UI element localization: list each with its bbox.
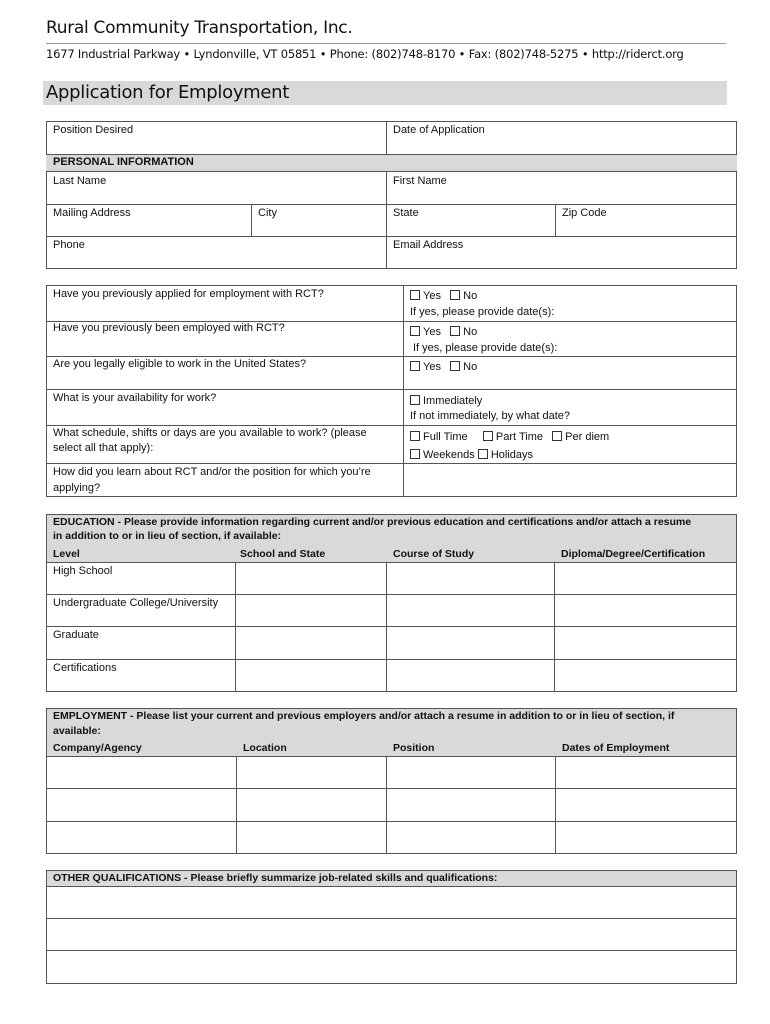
qualifications-line[interactable] (50, 954, 737, 980)
per-diem-label: Per diem (565, 431, 610, 443)
education-field[interactable] (557, 663, 737, 689)
education-col-diploma: Diploma/Degree/Certification (561, 548, 706, 560)
last-name-label: Last Name (53, 175, 107, 187)
yes-checkbox[interactable] (410, 361, 420, 371)
state-label: State (393, 207, 419, 219)
education-field[interactable] (389, 598, 554, 624)
weekends-label: Weekends (423, 449, 475, 461)
email-label: Email Address (393, 239, 464, 251)
question-how-learned-line2: applying? (53, 482, 101, 494)
education-col-level: Level (53, 548, 80, 560)
zip-code-field[interactable] (560, 221, 734, 237)
education-heading-line1: EDUCATION - Please provide information regarding current and/or previous education and certifications and/or attach a resume (53, 516, 692, 528)
date-of-application-label: Date of Application (393, 124, 485, 136)
yes-checkbox[interactable] (410, 326, 420, 336)
mailing-address-label: Mailing Address (53, 207, 131, 219)
eligible-options (410, 361, 477, 373)
part-time-label: Part Time (495, 431, 543, 443)
no-checkbox[interactable] (450, 326, 460, 336)
state-field[interactable] (390, 221, 554, 237)
employment-col-position: Position (393, 742, 435, 754)
education-field[interactable] (238, 566, 386, 592)
applied-dates-label: If yes, please provide date(s): (410, 306, 555, 318)
organization-address: 1677 Industrial Parkway • Lyndonville, VT 05851 • Phone: (802)748-8170 • Fax: (802)748-5275 • http://riderct.org (46, 47, 684, 61)
question-schedule-line1: What schedule, shifts or days are you available to work? (please (53, 427, 367, 439)
no-label: No (463, 326, 478, 338)
divider (46, 594, 737, 595)
per-diem-checkbox[interactable] (552, 431, 562, 441)
employment-field[interactable] (50, 792, 236, 818)
employment-field[interactable] (240, 760, 386, 786)
other-qualifications-heading: OTHER QUALIFICATIONS - Please briefly summarize job-related skills and qualifications: (53, 872, 498, 884)
yes-label: Yes (423, 326, 441, 338)
divider (555, 756, 556, 854)
divider (46, 236, 737, 237)
employment-col-dates: Dates of Employment (562, 742, 670, 754)
employment-heading-line1: EMPLOYMENT - Please list your current and previous employers and/or attach a resume in addition to or in lieu of section, if (53, 710, 675, 722)
education-field[interactable] (557, 630, 737, 656)
education-field[interactable] (238, 663, 386, 689)
divider (403, 285, 404, 497)
immediately-checkbox[interactable] (410, 395, 420, 405)
education-field[interactable] (389, 630, 554, 656)
divider (46, 171, 737, 172)
first-name-label: First Name (393, 175, 447, 187)
divider (386, 171, 387, 269)
employment-field[interactable] (559, 825, 737, 851)
zip-code-label: Zip Code (562, 207, 607, 219)
qualifications-line[interactable] (50, 922, 737, 948)
no-label: No (463, 361, 478, 373)
divider (386, 756, 387, 854)
divider (46, 356, 737, 357)
page-title: Application for Employment (46, 82, 290, 103)
divider (46, 562, 737, 563)
employment-field[interactable] (390, 792, 555, 818)
full-time-checkbox[interactable] (410, 431, 420, 441)
divider (46, 626, 737, 627)
immediately-option (410, 395, 482, 407)
education-col-school: School and State (240, 548, 326, 560)
how-learned-field[interactable] (408, 470, 734, 492)
city-field[interactable] (256, 221, 385, 237)
not-immediately-label: If not immediately, by what date? (410, 410, 570, 422)
question-availability: What is your availability for work? (53, 392, 217, 404)
position-desired-label: Position Desired (53, 124, 134, 136)
divider (46, 886, 737, 887)
divider (46, 154, 737, 155)
divider (251, 204, 252, 237)
phone-label: Phone (53, 239, 85, 251)
question-eligible: Are you legally eligible to work in the United States? (53, 358, 307, 370)
employment-field[interactable] (240, 825, 386, 851)
education-field[interactable] (557, 566, 737, 592)
employment-field[interactable] (390, 760, 555, 786)
question-employed-before: Have you previously been employed with RCT? (53, 322, 285, 334)
employment-field[interactable] (240, 792, 386, 818)
employment-col-location: Location (243, 742, 287, 754)
divider (555, 204, 556, 237)
weekends-checkbox[interactable] (410, 449, 420, 459)
full-time-label: Full Time (423, 431, 468, 443)
education-row-high-school: High School (53, 565, 113, 577)
divider (386, 562, 387, 692)
holidays-label: Holidays (490, 449, 534, 461)
divider (554, 562, 555, 692)
employment-field[interactable] (50, 760, 236, 786)
divider (386, 121, 387, 154)
immediately-label: Immediately (423, 395, 483, 407)
header-divider (46, 43, 726, 44)
education-field[interactable] (389, 566, 554, 592)
part-time-checkbox[interactable] (483, 431, 493, 441)
mailing-address-field[interactable] (50, 221, 249, 237)
education-row-undergraduate: Undergraduate College/University (53, 597, 219, 609)
no-label: No (463, 290, 478, 302)
education-field[interactable] (238, 630, 386, 656)
employment-field[interactable] (559, 760, 737, 786)
question-how-learned-line1: How did you learn about RCT and/or the position for which you’re (53, 466, 371, 478)
divider (46, 463, 737, 464)
yes-checkbox[interactable] (410, 290, 420, 300)
no-checkbox[interactable] (450, 361, 460, 371)
education-field[interactable] (557, 598, 737, 624)
qualifications-line[interactable] (50, 890, 737, 916)
employment-col-company: Company/Agency (53, 742, 142, 754)
position-desired-field[interactable] (50, 138, 384, 154)
education-heading-line2: in addition to or in lieu of section, if available: (53, 530, 282, 542)
employed-before-options (410, 326, 477, 338)
phone-field[interactable] (50, 253, 384, 269)
education-row-certifications: Certifications (53, 662, 117, 674)
yes-label: Yes (423, 290, 441, 302)
divider (235, 562, 236, 692)
employed-dates-label: If yes, please provide date(s): (413, 342, 558, 354)
date-of-application-field[interactable] (390, 138, 734, 154)
organization-name: Rural Community Transportation, Inc. (46, 18, 353, 38)
email-field[interactable] (390, 253, 734, 269)
city-label: City (258, 207, 277, 219)
education-col-course: Course of Study (393, 548, 475, 560)
employment-heading-line2: available: (53, 725, 101, 737)
divider (46, 204, 737, 205)
divider (46, 659, 737, 660)
divider (46, 821, 737, 822)
holidays-checkbox[interactable] (478, 449, 488, 459)
employment-field[interactable] (390, 825, 555, 851)
schedule-options-row2 (410, 449, 533, 461)
schedule-options-row1 (410, 431, 609, 443)
yes-label: Yes (423, 361, 441, 373)
divider (46, 918, 737, 919)
divider (46, 425, 737, 426)
employment-field[interactable] (559, 792, 737, 818)
divider (46, 389, 737, 390)
education-field[interactable] (389, 663, 554, 689)
divider (236, 756, 237, 854)
divider (46, 788, 737, 789)
employment-field[interactable] (50, 825, 236, 851)
last-name-field[interactable] (50, 189, 384, 205)
question-schedule-line2: select all that apply): (53, 442, 154, 454)
applied-before-options (410, 290, 477, 302)
personal-heading: PERSONAL INFORMATION (53, 156, 194, 168)
no-checkbox[interactable] (450, 290, 460, 300)
divider (46, 950, 737, 951)
education-row-graduate: Graduate (53, 629, 99, 641)
divider (46, 756, 737, 757)
first-name-field[interactable] (390, 189, 734, 205)
question-applied-before: Have you previously applied for employment with RCT? (53, 288, 324, 300)
education-field[interactable] (238, 598, 386, 624)
